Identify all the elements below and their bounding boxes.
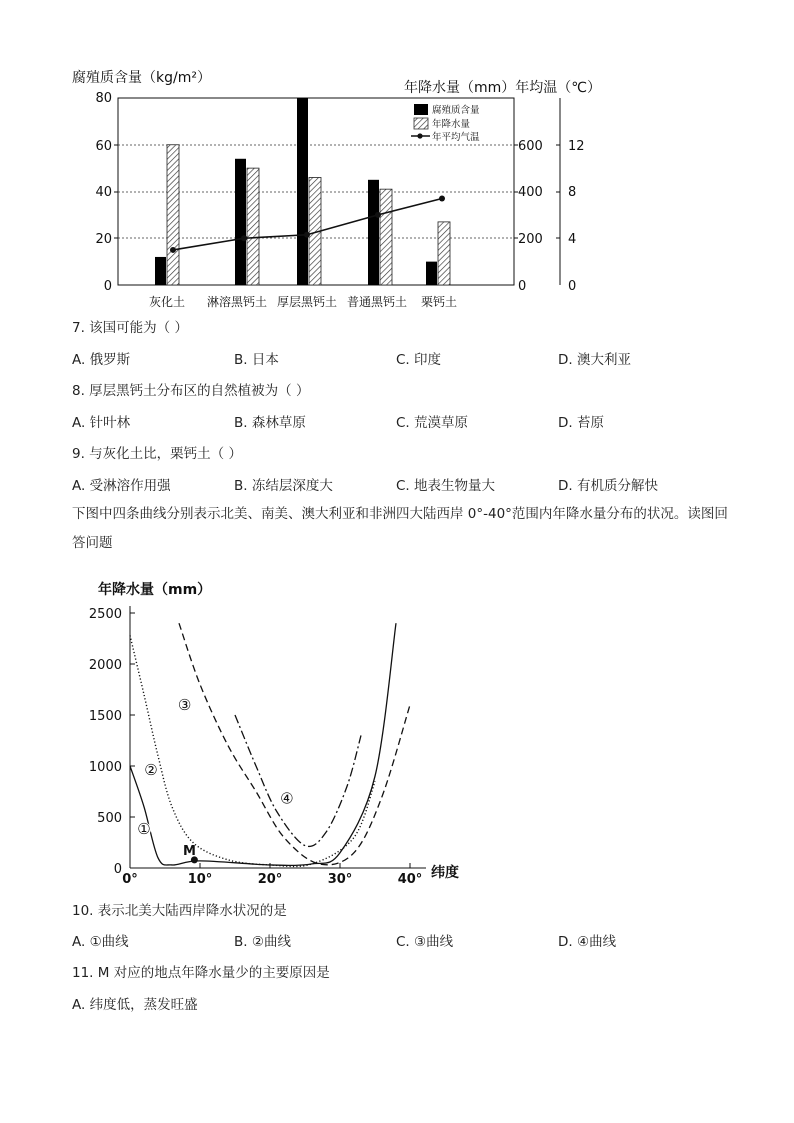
humus-bar	[297, 98, 308, 285]
x-tick-label: 20°	[257, 872, 283, 887]
question-11-stem: 11. M 对应的地点年降水量少的主要原因是	[72, 965, 330, 981]
x-tick-label: 40°	[397, 872, 423, 887]
curve-label	[137, 820, 151, 838]
curve-3	[179, 623, 410, 865]
curve-4	[235, 715, 361, 846]
q11-option-a: A. 纬度低，蒸发旺盛	[72, 997, 198, 1013]
precip-bar	[167, 145, 179, 285]
q9-option-b: B. 冻结层深度大	[234, 478, 333, 494]
precip-tick-label: 600	[518, 139, 543, 154]
y-axis-title: 年降水量（mm）	[98, 582, 212, 598]
y-tick-label: 2000	[88, 658, 122, 673]
humus-bar	[368, 180, 379, 285]
point-m-label: M	[183, 843, 196, 859]
q7-option-b: B. 日本	[234, 352, 279, 368]
temperature-point	[304, 232, 310, 238]
temperature-point	[170, 247, 176, 253]
curve-label	[280, 790, 294, 808]
left-tick-label: 20	[95, 232, 112, 247]
temperature-point	[241, 235, 247, 241]
category-label: 淋溶黑钙土	[206, 295, 268, 309]
precip-tick-label: 200	[518, 232, 543, 247]
temp-tick-label: 4	[568, 232, 577, 247]
curve-2	[130, 635, 375, 866]
svg-text:③: ③	[177, 695, 192, 714]
category-label: 栗钙土	[420, 295, 458, 309]
q8-option-c: C. 荒漠草原	[396, 415, 469, 431]
left-tick-label: 40	[95, 185, 112, 200]
legend-swatch-precip	[414, 118, 428, 129]
left-axis-title: 腐殖质含量（kg/m²）	[72, 70, 211, 86]
q10-option-c: C. ③曲线	[396, 934, 454, 950]
precip-tick-label: 0	[518, 279, 527, 294]
question-9-stem: 9. 与灰化土比，栗钙土（ ）	[72, 446, 242, 462]
q9-option-a: A. 受淋溶作用强	[72, 478, 171, 494]
temperature-point	[439, 196, 445, 202]
curve-label	[178, 696, 192, 714]
precipitation-latitude-chart	[0, 572, 794, 892]
q10-option-d: D. ④曲线	[558, 934, 617, 950]
temp-tick-label: 8	[568, 185, 577, 200]
svg-text:④: ④	[280, 789, 294, 808]
legend-swatch-humus	[414, 104, 428, 115]
x-tick-label: 0°	[122, 872, 138, 887]
q9-option-c: C. 地表生物量大	[396, 478, 496, 494]
precip-tick-label: 400	[518, 185, 543, 200]
category-label: 普通黑钙土	[346, 295, 408, 309]
temperature-point	[375, 212, 381, 218]
q8-option-a: A. 针叶林	[72, 415, 131, 431]
x-axis-title: 纬度	[431, 865, 459, 881]
q7-option-d: D. 澳大利亚	[558, 352, 631, 368]
svg-text:①: ①	[137, 820, 151, 839]
curve-1	[130, 623, 396, 865]
legend	[411, 104, 480, 143]
q10-option-a: A. ①曲线	[72, 934, 129, 950]
x-tick-label: 30°	[327, 872, 353, 887]
question-7-stem: 7. 该国可能为（ ）	[72, 320, 188, 336]
intro-paragraph: 下图中四条曲线分别表示北美、南美、澳大利亚和非洲四大陆西岸 0°-40°范围内年降水量分布的状况。读图回答问题	[72, 506, 728, 551]
precip-bar	[438, 222, 450, 285]
question-10-stem: 10. 表示北美大陆西岸降水状况的是	[72, 903, 287, 919]
y-tick-label: 1500	[88, 709, 122, 724]
precip-bar	[247, 168, 259, 285]
y-tick-label: 1000	[88, 760, 122, 775]
legend-label: 年平均气温	[432, 132, 480, 143]
q8-option-d: D. 苔原	[558, 415, 604, 431]
question-8-stem: 8. 厚层黑钙土分布区的自然植被为（ ）	[72, 383, 310, 399]
y-tick-label: 2500	[88, 607, 122, 622]
humus-bar	[155, 257, 166, 285]
q7-option-a: A. 俄罗斯	[72, 352, 131, 368]
y-tick-label: 0	[113, 862, 122, 877]
left-tick-label: 80	[95, 91, 112, 106]
q7-option-c: C. 印度	[396, 352, 442, 368]
curve-label	[144, 761, 158, 779]
temp-tick-label: 12	[568, 139, 585, 154]
humus-bar	[235, 159, 246, 285]
axis-ticks	[114, 145, 560, 238]
legend-label: 腐殖质含量	[432, 105, 480, 116]
category-label: 灰化土	[148, 295, 186, 309]
temp-tick-label: 0	[568, 279, 577, 294]
svg-text:②: ②	[144, 761, 158, 780]
legend-label: 年降水量	[432, 119, 471, 130]
left-tick-label: 0	[103, 279, 112, 294]
right-axis-title: 年降水量（mm）年均温（℃）	[404, 80, 601, 96]
q10-option-b: B. ②曲线	[234, 934, 291, 950]
category-label: 厚层黑钙土	[276, 295, 338, 309]
x-tick-label: 10°	[187, 872, 213, 887]
q8-option-b: B. 森林草原	[234, 415, 306, 431]
soil-chart	[0, 60, 794, 310]
y-tick-label: 500	[97, 811, 122, 826]
humus-bar	[426, 262, 437, 285]
precip-bar	[380, 189, 392, 285]
q9-option-d: D. 有机质分解快	[558, 478, 658, 494]
left-tick-label: 60	[95, 139, 112, 154]
